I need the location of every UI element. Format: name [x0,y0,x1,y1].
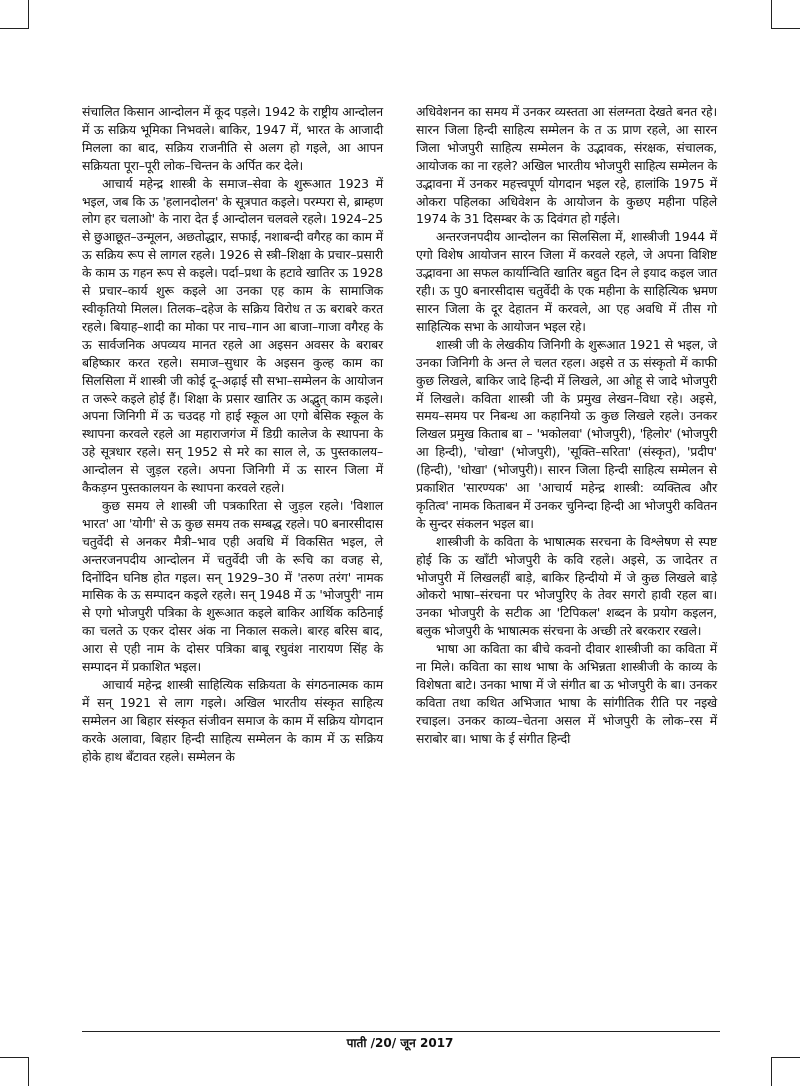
right-column [416,103,717,748]
left-paragraph-4: आचार्य महेन्द्र शास्त्री साहित्यिक सक्रियता के संगठनात्मक काम में सन् 1921 से लाग गइले। अखिल भारतीय संस्कृत साहित्य सम्मेलन आ बिहार संस्कृत संजीवन समाज के काम में सक्रिय योगदान करके अलावा, बिहार हिन्दी साहित्य सम्मेलन के काम में ऊ सक्रिय होके हाथ बँटावत रहले। सम्मेलन के [82,677,383,764]
right-paragraph-3: शास्त्री जी के लेखकीय जिनिगी के शुरूआत 1921 से भइल, जे उनका जिनिगी के अन्त ले चलत रहल। अइसे त ऊ संस्कृतो में काफी कुछ लिखले, बाकिर जादे हिन्दी में लिखले, आ ओहू से जादे भोजपुरी में लिखले। कविता शास्त्री जी के प्रमुख लेखन–विधा रहे। अइसे, समय–समय पर निबन्ध आ कहानियो ऊ कुछ लिखले रहले। उनकर लिखल प्रमुख किताब बा – 'भकोलवा' (भोजपुरी), 'हिलोर' (भोजपुरी आ हिन्दी), 'चोखा' (भोजपुरी), 'सूक्ति–सरिता' (संस्कृत), 'प्रदीप' (हिन्दी), 'धोखा' (भोजपुरी)। सारन जिला हिन्दी साहित्य सम्मेलन से प्रकाशित 'सारण्यक' आ 'आचार्य महेन्द्र शास्त्री: व्यक्तित्व और कृतित्व' नामक किताबन में उनकर चुनिन्दा हिन्दी आ भोजपुरी कवितन के सुन्दर संकलन भइल बा। [416,336,717,531]
crop-mark-top-right [771,0,800,29]
right-paragraph-4: शास्त्रीजी के कविता के भाषात्मक सरचना के विश्लेषण से स्पष्ट होई कि ऊ खाँटी भोजपुरी के कवि रहले। अइसे, ऊ जादेतर त भोजपुरी में लिखलहीं बाड़े, बाकिर हिन्दीयो में जे कुछ लिखले बाड़े ओकरो भाषा–संरचना पर भोजपुरिए के तेवर सगरो हावी रहल बा। उनका भोजपुरी के सटीक आ 'टिपिकल' शब्दन के प्रयोग कइलन, बलुक भोजपुरी के भाषात्मक संरचना के अच्छी तरे बरकरार रखले। [416,533,717,639]
page-footer: पाती /20/ जून 2017 [346,1036,454,1050]
right-paragraph-5: भाषा आ कविता का बीचे कवनो दीवार शास्त्रीजी का कविता में ना मिले। कविता का साथ भाषा के अभिन्नता शास्त्रीजी के काव्य के विशेषता बाटे। उनका भाषा में जे संगीत बा ऊ भोजपुरी के बा। उनकर कविता तथा कथित अभिजात भाषा के सांगीतिक रीति पर नइखे रचाइल। उनकर काव्य–चेतना असल में भोजपुरी के लोक–रस में सराबोर बा। भाषा के ई संगीत हिन्दी [416,641,717,746]
left-paragraph-3: कुछ समय ले शास्त्री जी पत्रकारिता से जुड़ल रहले। 'विशाल भारत' आ 'योगी' से ऊ कुछ समय तक सम्बद्ध रहले। प0 बनारसीदास चतुर्वेदी से अनकर मैत्री–भाव एही अवधि में विकसित भइल, ले अन्तरजनपदीय आन्दोलन में चतुर्वेदी जी के रूचि का वजह से, दिनोंदिन घनिष्ठ होत गइल। सन् 1929–30 में 'तरुण तरंग' नामक मासिक के ऊ सम्पादन कइले रहले। सन् 1948 में ऊ 'भोजपुरी' नाम से एगो भोजपुरी पत्रिका के शुरूआत कइले बाकिर आर्थिक कठिनाई का चलते ऊ एकर दोसर अंक ना निकाल सकले। बारह बरिस बाद, आरा से एही नाम के दोसर पत्रिका बाबू रघुवंश नारायण सिंह के सम्पादन में प्रकाशित भइल। [82,497,383,675]
crop-mark-top-left [0,0,29,29]
right-paragraph-1: अधिवेशनन का समय में उनकर व्यस्तता आ संलग्नता देखते बनत रहे। सारन जिला हिन्दी साहित्य सम्मेलन के त ऊ प्राण रहले, आ सारन जिला भोजपुरी साहित्य सम्मेलन के उद्भावक, संरक्षक, संचालक, आयोजक का ना रहले? अखिल भारतीय भोजपुरी साहित्य सम्मेलन के उद्भावना में उनकर महत्त्वपूर्ण योगदान भइल रहे, हालांकि 1975 में ओकरा पहिलका अधिवेशन के आयोजन के कुछए महीना पहिले 1974 के 31 दिसम्बर के ऊ दिवंगत हो गईले। [416,104,717,227]
left-paragraph-1: संचालित किसान आन्दोलन में कूद पड़ले। 1942 के राष्ट्रीय आन्दोलन में ऊ सक्रिय भूमिका निभवले। बाकिर, 1947 में, भारत के आजादी मिलला का बाद, सक्रिय राजनीति से अलग हो गइले, आ आपन सक्रियता पूरा–पूरी लोक–चिन्तन के अर्पित कर देले। [82,104,383,173]
left-column [82,103,383,766]
crop-mark-bottom-left [0,1057,29,1086]
crop-mark-bottom-right [771,1057,800,1086]
footer-rule [82,1031,720,1032]
left-paragraph-2: आचार्य महेन्द्र शास्त्री के समाज–सेवा के शुरूआत 1923 में भइल, जब कि ऊ 'हलानदोलन' के सूत्रपात कइले। परम्परा से, ब्राम्हण लोग हर चलाओ' के नारा देत ई आन्दोलन चलवले रहले। 1924–25 से छुआछूत–उन्मूलन, अछतोद्धार, सफाई, नशाबन्दी वगैरह का काम में ऊ सक्रिय रूप से लागल रहले। 1926 से स्त्री–शिक्षा के प्रचार–प्रसारी के काम ऊ गहन रूप से कइले। पर्दा–प्रथा के हटावे खातिर ऊ 1928 से प्रचार–कार्य शुरू कइले आ उनका एह काम के सामाजिक स्वीकृतियो मिलल। तिलक–दहेज के सक्रिय विरोध त ऊ बराबरे करत रहले। बियाह–शादी का मोका पर नाच–गान आ बाजा–गाजा वगैरह के ऊ सार्वजनिक अपव्यय मानत रहले आ अइसन अवसर के बराबर बहिष्कार करत रहले। समाज–सुधार के अइसन कुल्ह काम का सिलसिला में शास्त्री जी कोई दू–अढ़ाई सौ सभा–सम्मेलन के आयोजन त जरूरे कइले होई हैं। शिक्षा के प्रसार खातिर ऊ अद्भुत् काम कइले। अपना जिनिगी में ऊ चउदह गो हाई स्कूल आ एगो बेसिक स्कूल के स्थापना करवले रहले आ महाराजगंज में डिग्री कालेज के स्थापना के उहे सूत्रधार रहले। सन् 1952 से मरे का साल ले, ऊ पुस्तकालय–आन्दोलन से जुड़ल रहले। अपना जिनिगी में ऊ सारन जिला में कैकड़ग्न पुस्तकालयन के स्थापना करवले रहले। [82,175,383,496]
right-paragraph-2: अन्तरजनपदीय आन्दोलन का सिलसिला में, शास्त्रीजी 1944 में एगो विशेष आयोजन सारन जिला में करवले रहले, जे अपना विशिष्ट उद्भावना आ सफल कार्यान्विति खातिर बहुत दिन ले इयाद कइल जात रही। ऊ पु0 बनारसीदास चतुर्वेदी के एक महीना के साहित्यिक भ्रमण सारन जिला के दूर देहातन में करवले, आ एह अवधि में तीस गो साहित्यिक सभा के आयोजन भइल रहे। [416,229,717,334]
